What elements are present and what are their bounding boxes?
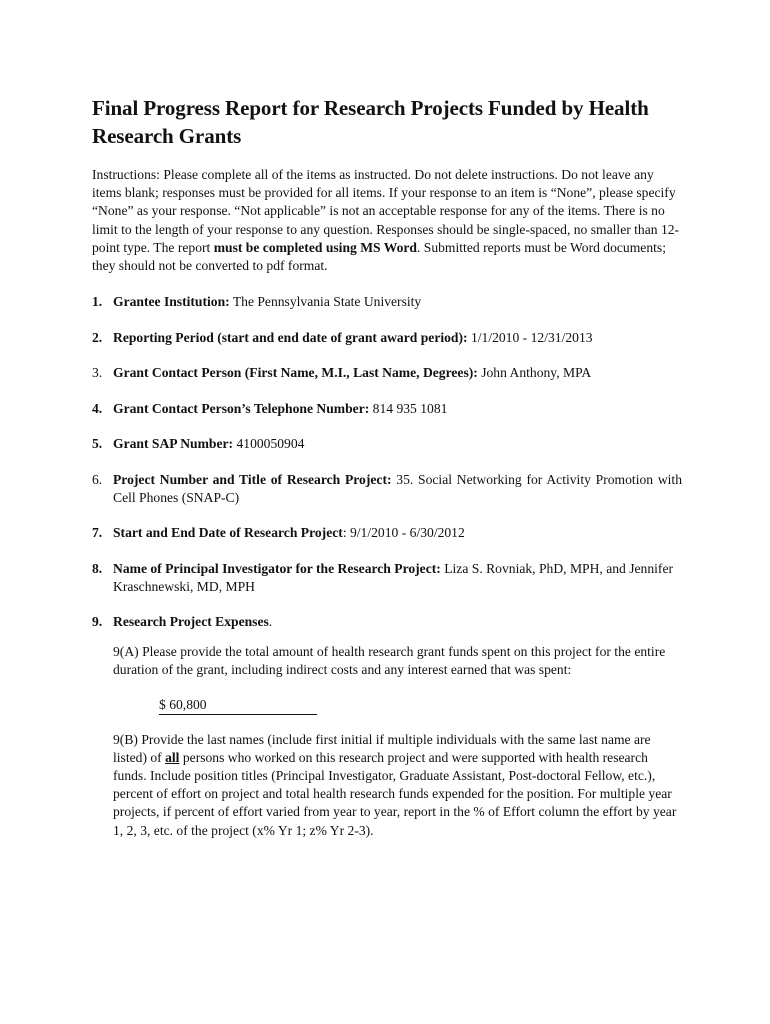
item-number: 5.: [92, 436, 103, 452]
item-value: 814 935 1081: [369, 400, 448, 416]
item-label: Name of Principal Investigator for the Research Project:: [113, 560, 441, 576]
item-label: Grantee Institution:: [113, 294, 230, 310]
instructions-text-1: Instructions: Please complete all of the items as instructed. Do not delete instructions. Do not leave any items blank; responses must be provided for all items. If your response to an item is “None”, please specify “None” as your response. “Not applicable” is not an acceptable response for any of the items. There is no limit to the length of your response to any question. Responses should be single-spaced, no smaller than 12-point type. The report: [92, 167, 680, 255]
document-page: [92, 94, 682, 854]
item-number: 9.: [92, 614, 103, 630]
item-number: 2.: [92, 329, 103, 345]
item-label: Start and End Date of Research Project: [113, 525, 343, 541]
item-value: The Pennsylvania State University: [229, 294, 422, 310]
item-number: 4.: [92, 400, 103, 416]
item-label: Grant SAP Number:: [113, 436, 234, 452]
item-label: Reporting Period (start and end date of grant award period):: [113, 329, 468, 345]
item-value: : 9/1/2010 - 6/30/2012: [342, 525, 465, 541]
item-number: 7.: [92, 525, 103, 541]
item-grant-sap-number: [92, 435, 682, 453]
instructions-bold: must be completed using MS Word: [213, 239, 417, 255]
item-value: John Anthony, MPA: [477, 365, 592, 381]
item-label: Grant Contact Person’s Telephone Number:: [113, 400, 370, 416]
section-9b-emphasis: all: [165, 749, 180, 765]
instructions-text-2: . Submitted reports must be Word documents; they should not be converted to pdf format.: [92, 239, 666, 274]
section-9b-text-2: persons who worked on this research project and were supported with health research funds. Include position titles (Principal Investigator, Graduate Assistant, Post-doctoral Fellow, etc.), percent of effort on project and total health research funds expended for the position. For multiple year projects, if percent of effort varied from year to year, report in the % of Effort column the effort by year 1, 2, 3, etc. of the project (x% Yr 1; z% Yr 2-3).: [113, 749, 677, 838]
item-value: 1/1/2010 - 12/31/2013: [467, 329, 593, 345]
item-project-number-title: [92, 471, 682, 507]
item-number: 6.: [92, 471, 103, 487]
item-value: Liza S. Rovniak, PhD, MPH, and Jennifer Kraschnewski, MD, MPH: [113, 560, 674, 594]
item-grantee-institution: [92, 293, 682, 311]
total-amount-value: $ 60,800: [159, 696, 317, 715]
item-grant-contact-person: [92, 364, 682, 382]
item-project-dates: [92, 524, 682, 542]
item-reporting-period: [92, 329, 682, 347]
item-number: 3.: [92, 365, 103, 381]
section-9b-text-1: 9(B) Provide the last names (include first initial if multiple individuals with the same last name are listed) of: [113, 731, 651, 765]
section-9a-text: 9(A) Please provide the total amount of health research grant funds spent on this project for the entire duration of the grant, including indirect costs and any interest earned that was spent:: [113, 644, 666, 678]
item-label: Project Number and Title of Research Project:: [113, 471, 392, 487]
item-research-expenses: [92, 613, 682, 631]
item-value: .: [268, 614, 273, 630]
item-label: Grant Contact Person (First Name, M.I., Last Name, Degrees):: [113, 365, 478, 381]
item-value: 35. Social Networking for Activity Promotion with Cell Phones (SNAP-C): [113, 471, 682, 505]
section-9b-text: [92, 731, 682, 840]
item-number: 1.: [92, 294, 103, 310]
item-contact-telephone: [92, 400, 682, 418]
item-value: 4100050904: [233, 436, 305, 452]
item-principal-investigator: [92, 560, 682, 596]
item-label: Research Project Expenses: [113, 614, 269, 630]
item-number: 8.: [92, 560, 103, 576]
instructions-paragraph: [92, 166, 682, 275]
amount-line: [92, 696, 682, 715]
page-title: Final Progress Report for Research Projects Funded by Health Research Grants: [92, 96, 649, 148]
